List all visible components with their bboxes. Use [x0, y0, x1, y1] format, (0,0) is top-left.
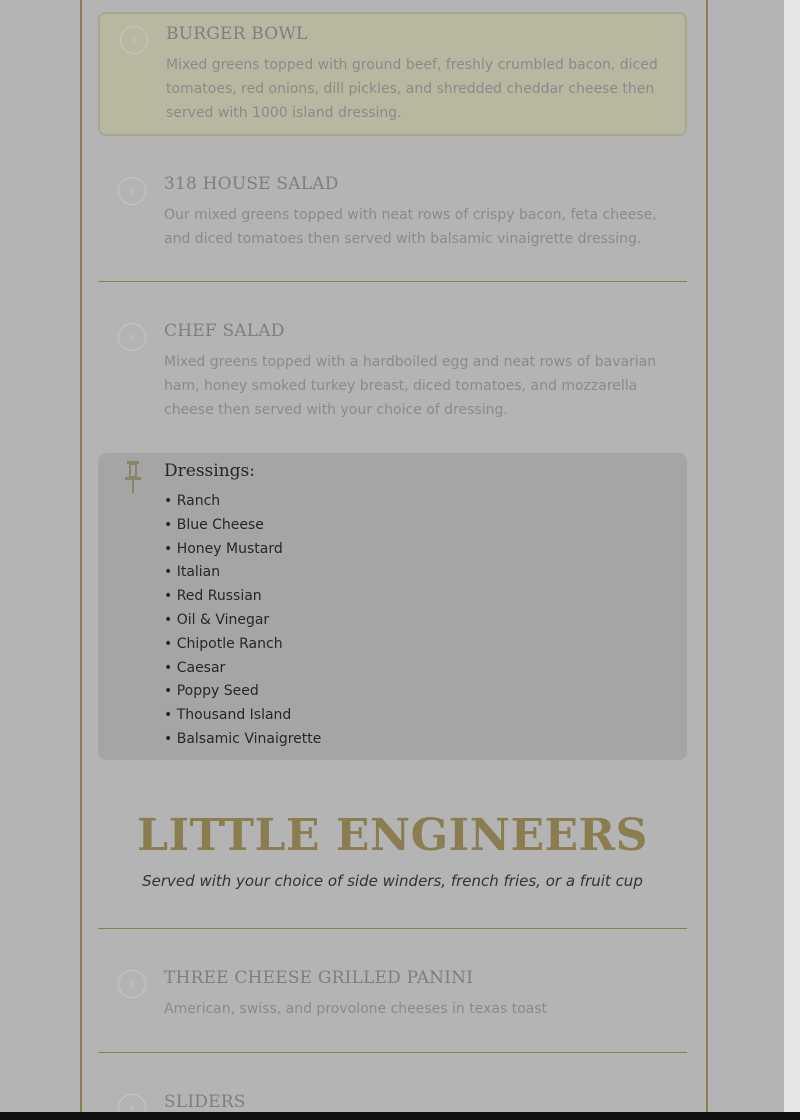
dressing-item: • Red Russian: [164, 588, 262, 605]
dressing-item: • Caesar: [164, 659, 226, 676]
divider: [98, 1052, 687, 1053]
pushpin-icon: [122, 459, 144, 495]
item-title: THREE CHEESE GRILLED PANINI: [164, 968, 474, 988]
item-title: BURGER BOWL: [166, 24, 308, 44]
dressing-item: • Chipotle Ranch: [164, 635, 283, 652]
chevron-right-icon: ›: [120, 26, 148, 54]
dressing-item: • Ranch: [164, 493, 221, 509]
item-description: Our mixed greens topped with neat rows of crispy bacon, feta cheese, and diced tomatoes then served with balsamic vinaigrette dressing.: [164, 207, 657, 247]
dressing-item: • Thousand Island: [164, 707, 292, 724]
dressing-item: • Balsamic Vinaigrette: [164, 730, 322, 747]
item-description: Mixed greens topped with ground beef, freshly crumbled bacon, diced tomatoes, red onions, dill pickles, and shredded cheddar cheese then served with 1000 island dressing.: [166, 57, 658, 121]
item-title: SLIDERS: [164, 1092, 246, 1112]
menu-column: [80, 0, 708, 1112]
divider: [98, 281, 687, 282]
dressing-item: • Oil & Vinegar: [164, 611, 270, 628]
item-title: 318 HOUSE SALAD: [164, 174, 339, 194]
chevron-right-icon: ›: [118, 970, 146, 998]
item-description: Mixed greens topped with a hardboiled egg and neat rows of bavarian ham, honey smoked turkey breast, diced tomatoes, and mozzarella cheese then served with your choice of dressing.: [164, 354, 657, 418]
item-description: American, swiss, and provolone cheeses in texas toast: [164, 1001, 548, 1017]
dressing-item: • Italian: [164, 564, 221, 581]
dressings-panel: [98, 453, 687, 760]
dressings-title: Dressings:: [164, 461, 255, 481]
scrollbar-thumb[interactable]: [784, 0, 800, 1112]
dressing-item: • Poppy Seed: [164, 683, 259, 700]
divider: [98, 928, 687, 929]
bottom-bar: [0, 1112, 800, 1120]
dressings-list: [164, 490, 321, 752]
section-subtitle: Served with your choice of side winders, french fries, or a fruit cup: [142, 872, 643, 890]
menu-item-burger-bowl[interactable]: [98, 12, 687, 136]
menu-item-chef-salad[interactable]: [98, 311, 687, 431]
chevron-right-icon: ›: [118, 323, 146, 351]
menu-item-three-cheese-grilled-panini[interactable]: [98, 958, 687, 1038]
dressing-item: • Honey Mustard: [164, 540, 283, 557]
chevron-right-icon: ›: [118, 177, 146, 205]
item-title: CHEF SALAD: [164, 321, 285, 341]
menu-item-sliders[interactable]: [98, 1082, 687, 1112]
section-title: LITTLE ENGINEERS: [137, 810, 648, 861]
menu-item-318-house-salad[interactable]: [98, 164, 687, 264]
dressing-item: • Blue Cheese: [164, 516, 264, 533]
chevron-right-icon: ›: [118, 1094, 146, 1112]
